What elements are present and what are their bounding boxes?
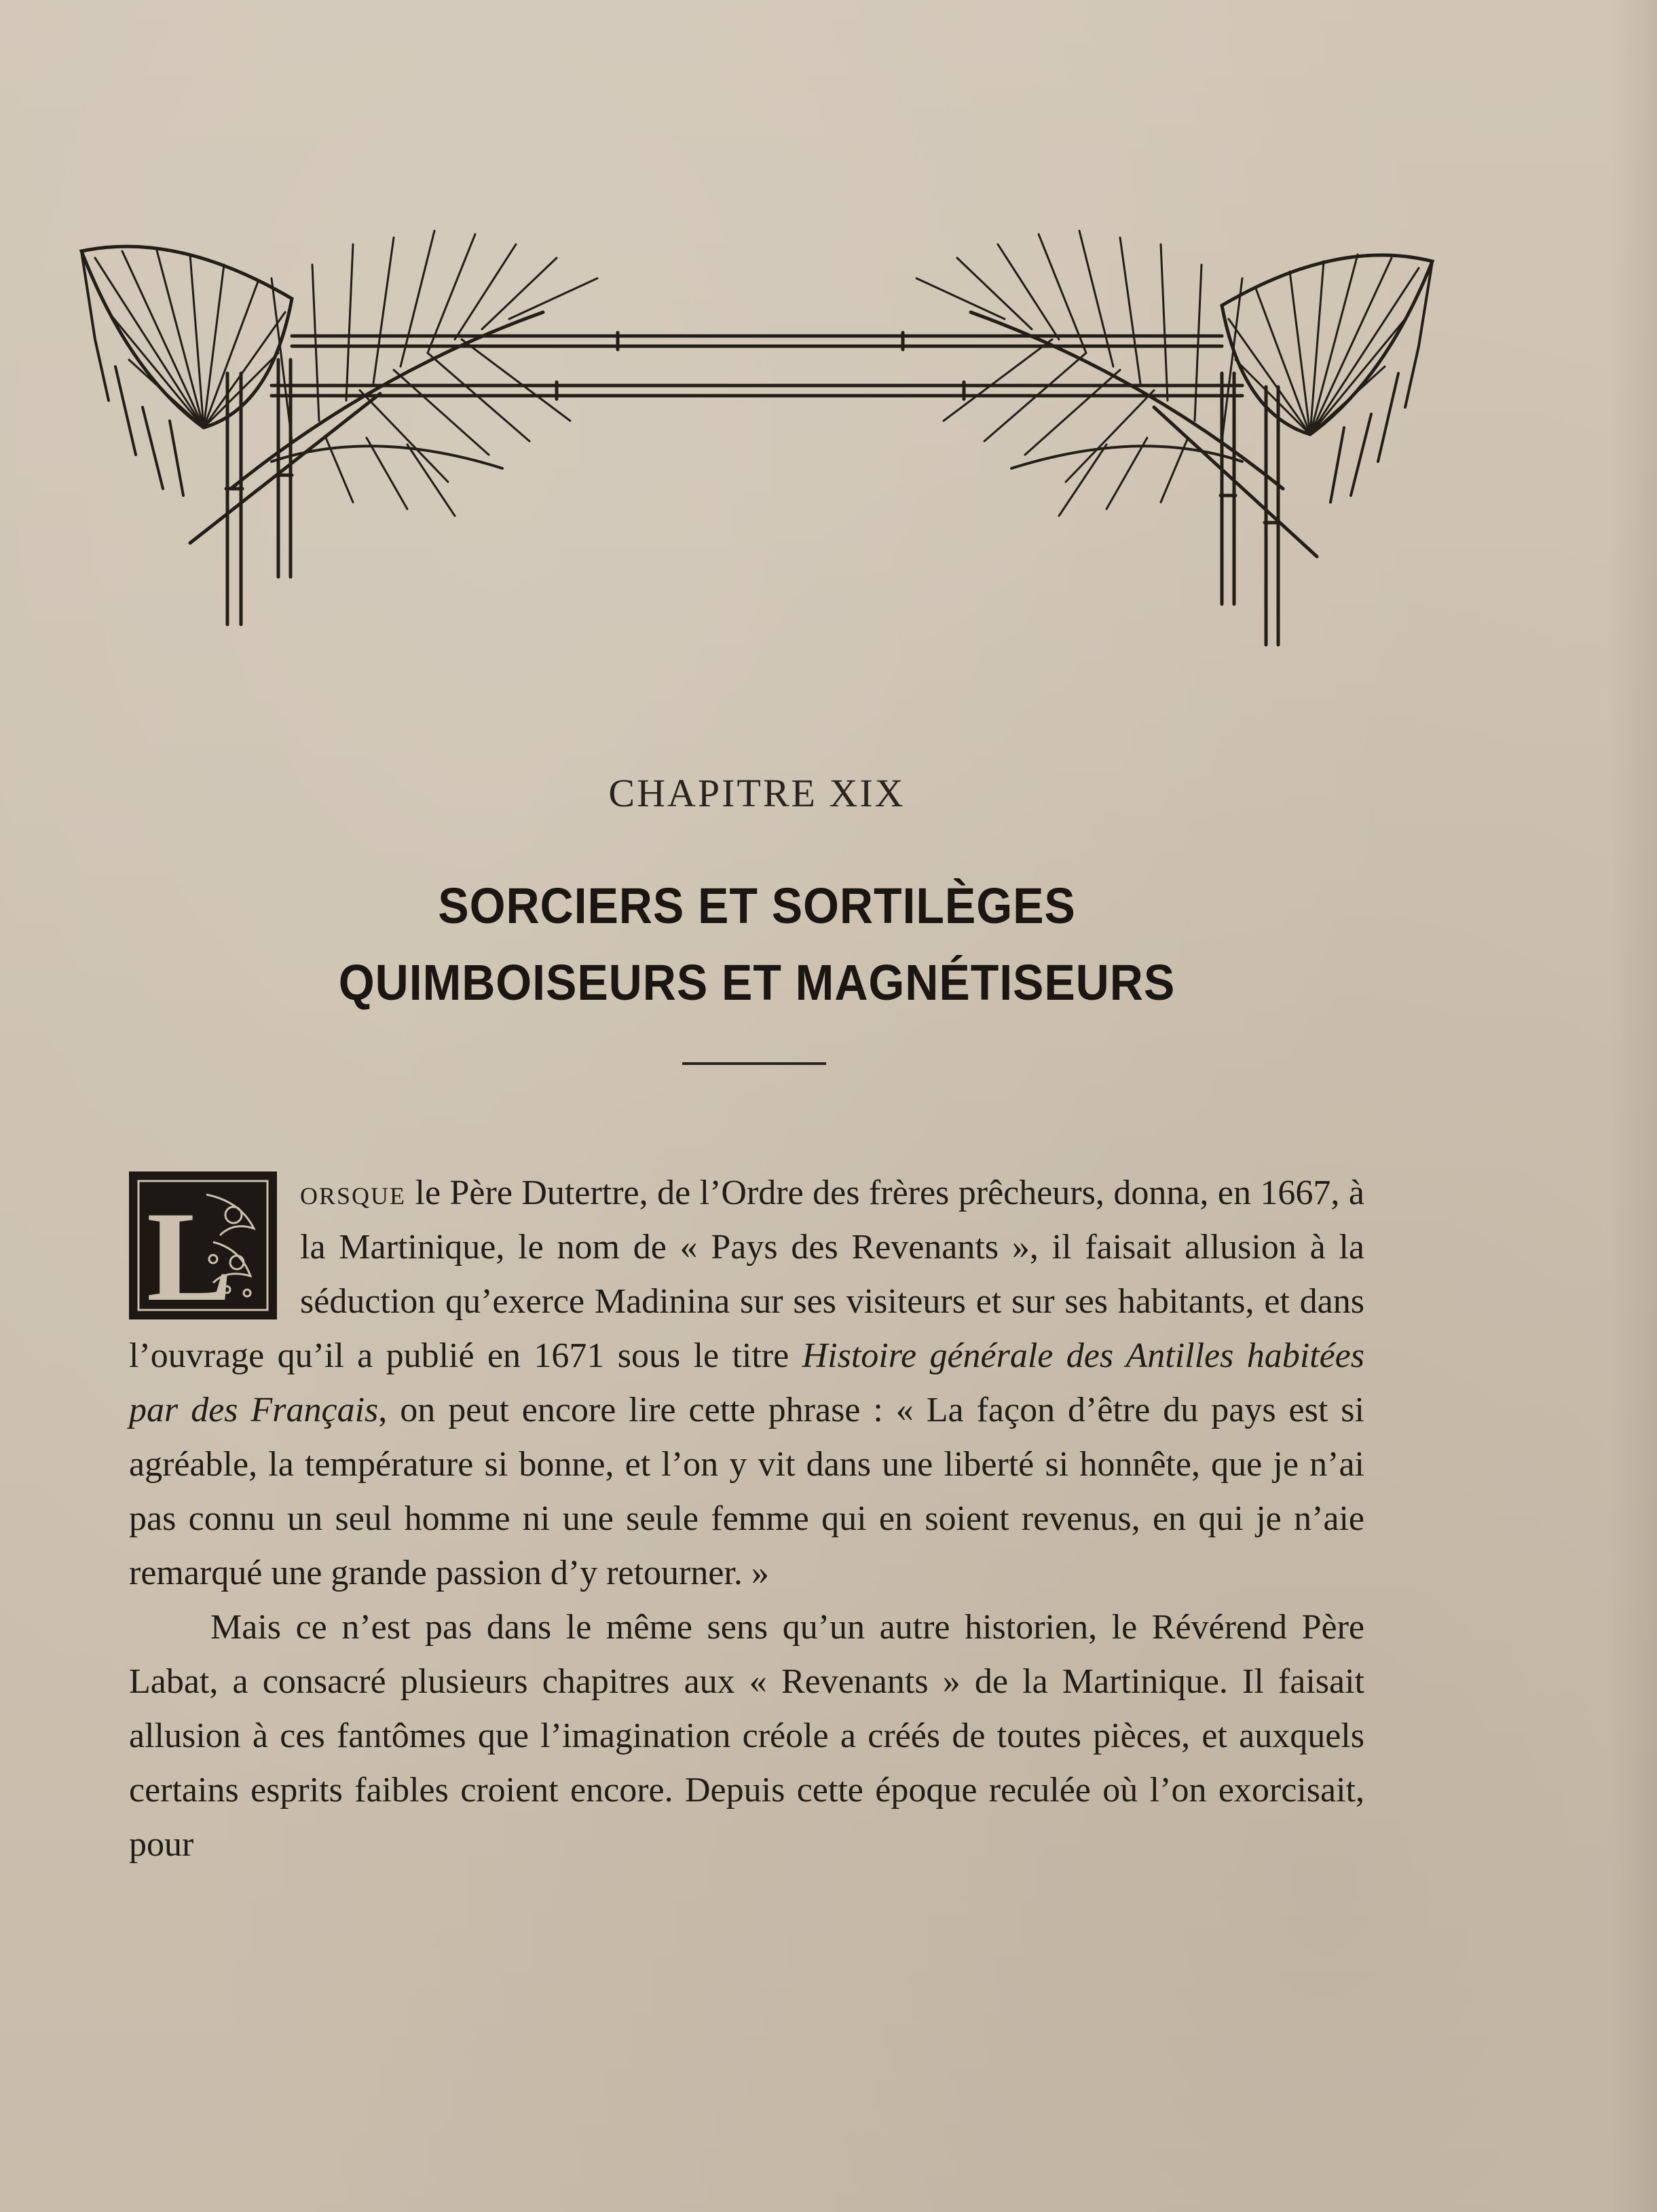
fan-leaf-left (81, 246, 292, 495)
chapter-number: CHAPITRE XIX (608, 771, 906, 815)
decorated-initial-L (129, 1171, 277, 1319)
chapter-title-line-2: QUIMBOISEURS ET MAGNÉTISEURS (338, 954, 1176, 1011)
book-title-italic: Histoire générale des Antilles habitées par des Français (129, 1336, 1364, 1429)
paragraph-2: Mais ce n’est pas dans le même sens qu’un autre historien, le Révérend Père Labat, a consacré plusieurs chapitres aux « Revenants » de la Martinique. Il faisait allusion à ces fantômes que l’imagination créole a créés de toutes pièces, et auxquels certains esprits faibles croient encore. Depuis cette époque reculée où l’on exorcisait, pour (129, 1608, 1364, 1864)
palm-leaves-and-bamboo-headpiece (68, 204, 1446, 665)
chapter-body (129, 1166, 1364, 1872)
paragraph-1-text-b: , on peut encore lire cette phrase : « La façon d’être du pays est si agréable, la température si bonne, et l’on y vit dans une liberté si honnête, que je n’ai pas connu un seul homme ni une seule femme qui en soient revenus, en qui je n’aie remarqué une grande passion d’y retourner. » (129, 1391, 1364, 1592)
chapter-title-line-1: SORCIERS ET SORTILÈGES (438, 878, 1076, 934)
drop-cap-lead-word: orsque (300, 1174, 407, 1212)
paragraph-1-text-a: le Père Dutertre, de l’Ordre des frères prêcheurs, donna, en 1667, à la Martinique, le nom de « Pays des Revenants », il faisait allusion à la séduction qu’exerce Madinina sur ses visiteurs et sur ses habitants, et dans l’ouvrage qu’il a publié en 1671 sous le titre (129, 1174, 1364, 1375)
paragraph-1 (129, 1166, 1364, 1600)
bamboo-canes-left (190, 360, 380, 624)
title-divider (682, 1062, 826, 1065)
svg-text:L: L (147, 1186, 233, 1317)
palm-fronds-left (231, 231, 597, 516)
